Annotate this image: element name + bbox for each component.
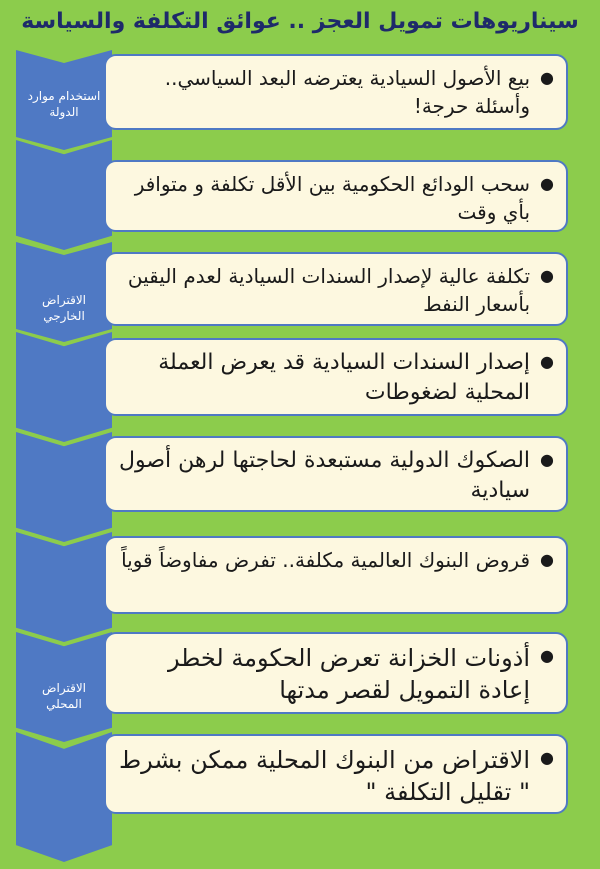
bullet-icon: ●: [540, 352, 554, 371]
bullet-icon: ●: [540, 174, 554, 193]
page-title: سيناريوهات تمويل العجز .. عوائق التكلفة والسياسة: [21, 9, 579, 34]
list-item: [104, 54, 568, 130]
group-label-state-resources: استخدام موارد الدولة: [27, 89, 101, 119]
chevron-5: [16, 432, 112, 542]
chevron-6: [16, 532, 112, 642]
bullet-icon: ●: [540, 550, 554, 569]
chevron-2: [16, 140, 112, 250]
bullet-icon: ●: [540, 646, 554, 665]
list-item-text: تكلفة عالية لإصدار السندات السيادية لعدم اليقين بأسعار النفط: [127, 264, 531, 316]
list-item-text: إصدار السندات السيادية قد يعرض العملة المحلية لضغوطات: [158, 350, 531, 405]
list-item: [104, 632, 568, 714]
group-label-external-borrowing: الاقتراض الخارجي: [42, 293, 86, 323]
list-item: [104, 734, 568, 814]
bullet-icon: ●: [540, 450, 554, 469]
group-label-domestic-borrowing: الاقتراض المحلي: [42, 681, 86, 711]
list-item: [104, 436, 568, 512]
list-item-text: بيع الأصول السيادية يعترضه البعد السياسي.. وأسئلة حرجة!: [164, 66, 531, 118]
list-item-text: قروض البنوك العالمية مكلفة.. تفرض مفاوضاً قوياً: [121, 548, 531, 572]
bullet-icon: ●: [540, 68, 554, 87]
list-item: [104, 338, 568, 416]
list-item-text: سحب الودائع الحكومية بين الأقل تكلفة و متوافر بأي وقت: [134, 172, 531, 224]
bullet-icon: ●: [540, 748, 554, 767]
bullet-icon: ●: [540, 266, 554, 285]
list-item: [104, 252, 568, 326]
chevron-4: [16, 332, 112, 442]
list-item-text: الاقتراض من البنوك المحلية ممكن بشرط " تقليل التكلفة ": [118, 746, 531, 806]
list-item: [104, 160, 568, 232]
list-item: [104, 536, 568, 614]
chevron-8: [16, 732, 112, 862]
list-item-text: أذونات الخزانة تعرض الحكومة لخطر إعادة التمويل لقصر مدتها: [167, 644, 531, 704]
list-item-text: الصكوك الدولية مستبعدة لحاجتها لرهن أصول سيادية: [119, 448, 531, 503]
